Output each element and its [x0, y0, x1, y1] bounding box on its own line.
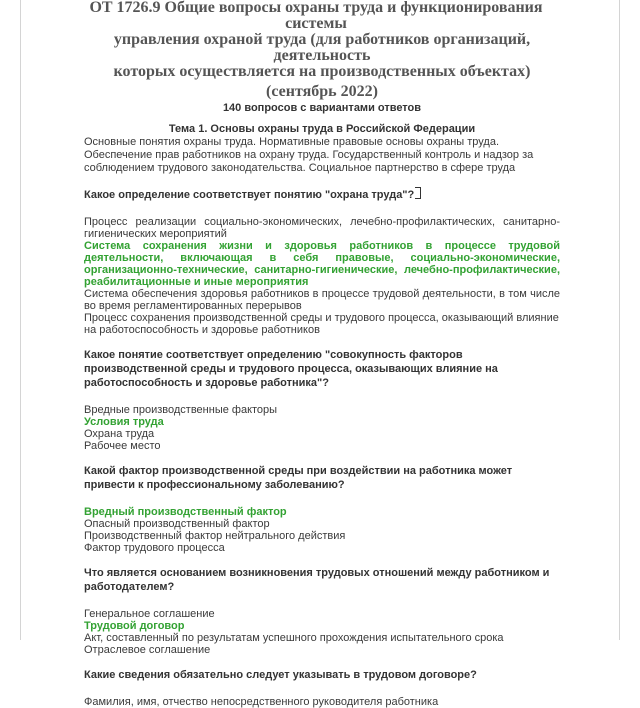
question-count: 140 вопросов с вариантами ответов	[222, 102, 422, 114]
title-line-1: ОТ 1726.9 Общие вопросы охраны труда и функционирования системы	[89, 0, 543, 32]
answer-option-correct: Вредный производственный фактор	[84, 506, 287, 518]
page-border-right	[619, 0, 620, 640]
question-3: Какой фактор производственной среды при воздействии на работника может привести к профессиональному заболеванию?	[84, 465, 513, 491]
question-5: Какие сведения обязательно следует указывать в трудовом договоре?	[84, 669, 477, 681]
question-1	[84, 187, 560, 202]
answer-option-correct: Условия труда	[84, 416, 164, 428]
question-4: Что является основанием возникновения трудовых отношений между работником и работодателем?	[84, 567, 550, 593]
answer-option: Вредные производственные факторы	[84, 404, 278, 416]
answer-option: Опасный производственный фактор	[84, 518, 270, 530]
answer-option: Акт, составленный по результатам успешного прохождения испытательного срока	[84, 632, 504, 644]
answer-option: Фактор трудового процесса	[84, 542, 225, 554]
title-line-3: которых осуществляется на производственных объектах)	[113, 63, 531, 80]
answers-4	[84, 608, 560, 656]
answer-option: Процесс сохранения производственной среды и трудового процесса, оказывающий влияние на работоспособность и здоровье работников	[84, 312, 559, 336]
topic-title: Тема 1. Основы охраны труда в Российской Федерации	[168, 123, 476, 135]
answer-option: Производственный фактор нейтрального действия	[84, 530, 346, 542]
answer-option-correct: Система сохранения жизни и здоровья работников в процессе трудовой деятельности, включающая в себя правовые, социально-экономические, организационно-технические, санитарно-гигиенические, лечебно-профилактические, реабилитационные и иные мероприятия	[84, 240, 560, 288]
question-2: Какое понятие соответствует определению "совокупность факторов производственной среды и трудового процесса, оказывающих влияние на работоспособность и здоровье работника"?	[84, 349, 498, 389]
answers-3	[84, 506, 560, 554]
title-line-2: управления охраной труда (для работников организаций, деятельность	[113, 31, 531, 64]
document-date: (сентябрь 2022)	[266, 83, 378, 100]
answer-option: Отраслевое соглашение	[84, 644, 211, 656]
answer-option: Охрана труда	[84, 428, 155, 440]
text-cursor-icon	[415, 187, 421, 199]
answer-option-correct: Трудовой договор	[84, 620, 185, 632]
document-content	[84, 0, 560, 708]
answer-option: Система обеспечения здоровья работников в процессе трудовой деятельности, в том числе во время регламентированных перерывов	[84, 288, 560, 312]
document-title	[84, 0, 560, 80]
answers-1	[84, 216, 560, 336]
answer-option: Генеральное соглашение	[84, 608, 215, 620]
answers-5	[84, 696, 560, 708]
answers-2	[84, 404, 560, 452]
page-border-left	[20, 0, 21, 640]
question-1-text: Какое определение соответствует понятию "охрана труда"?	[84, 189, 415, 201]
answer-option: Рабочее место	[84, 440, 161, 452]
topic-description: Основные понятия охраны труда. Нормативные правовые основы охраны труда. Обеспечение прав работников на охрану труда. Государственный контроль и надзор за соблюдением трудового законодательства. Социальное партнерство в сфере труда	[84, 136, 534, 174]
answer-option: Фамилия, имя, отчество непосредственного руководителя работника	[84, 696, 439, 708]
answer-option: Процесс реализации социально-экономических, лечебно-профилактических, санитарно-гигиенических мероприятий	[84, 216, 560, 240]
